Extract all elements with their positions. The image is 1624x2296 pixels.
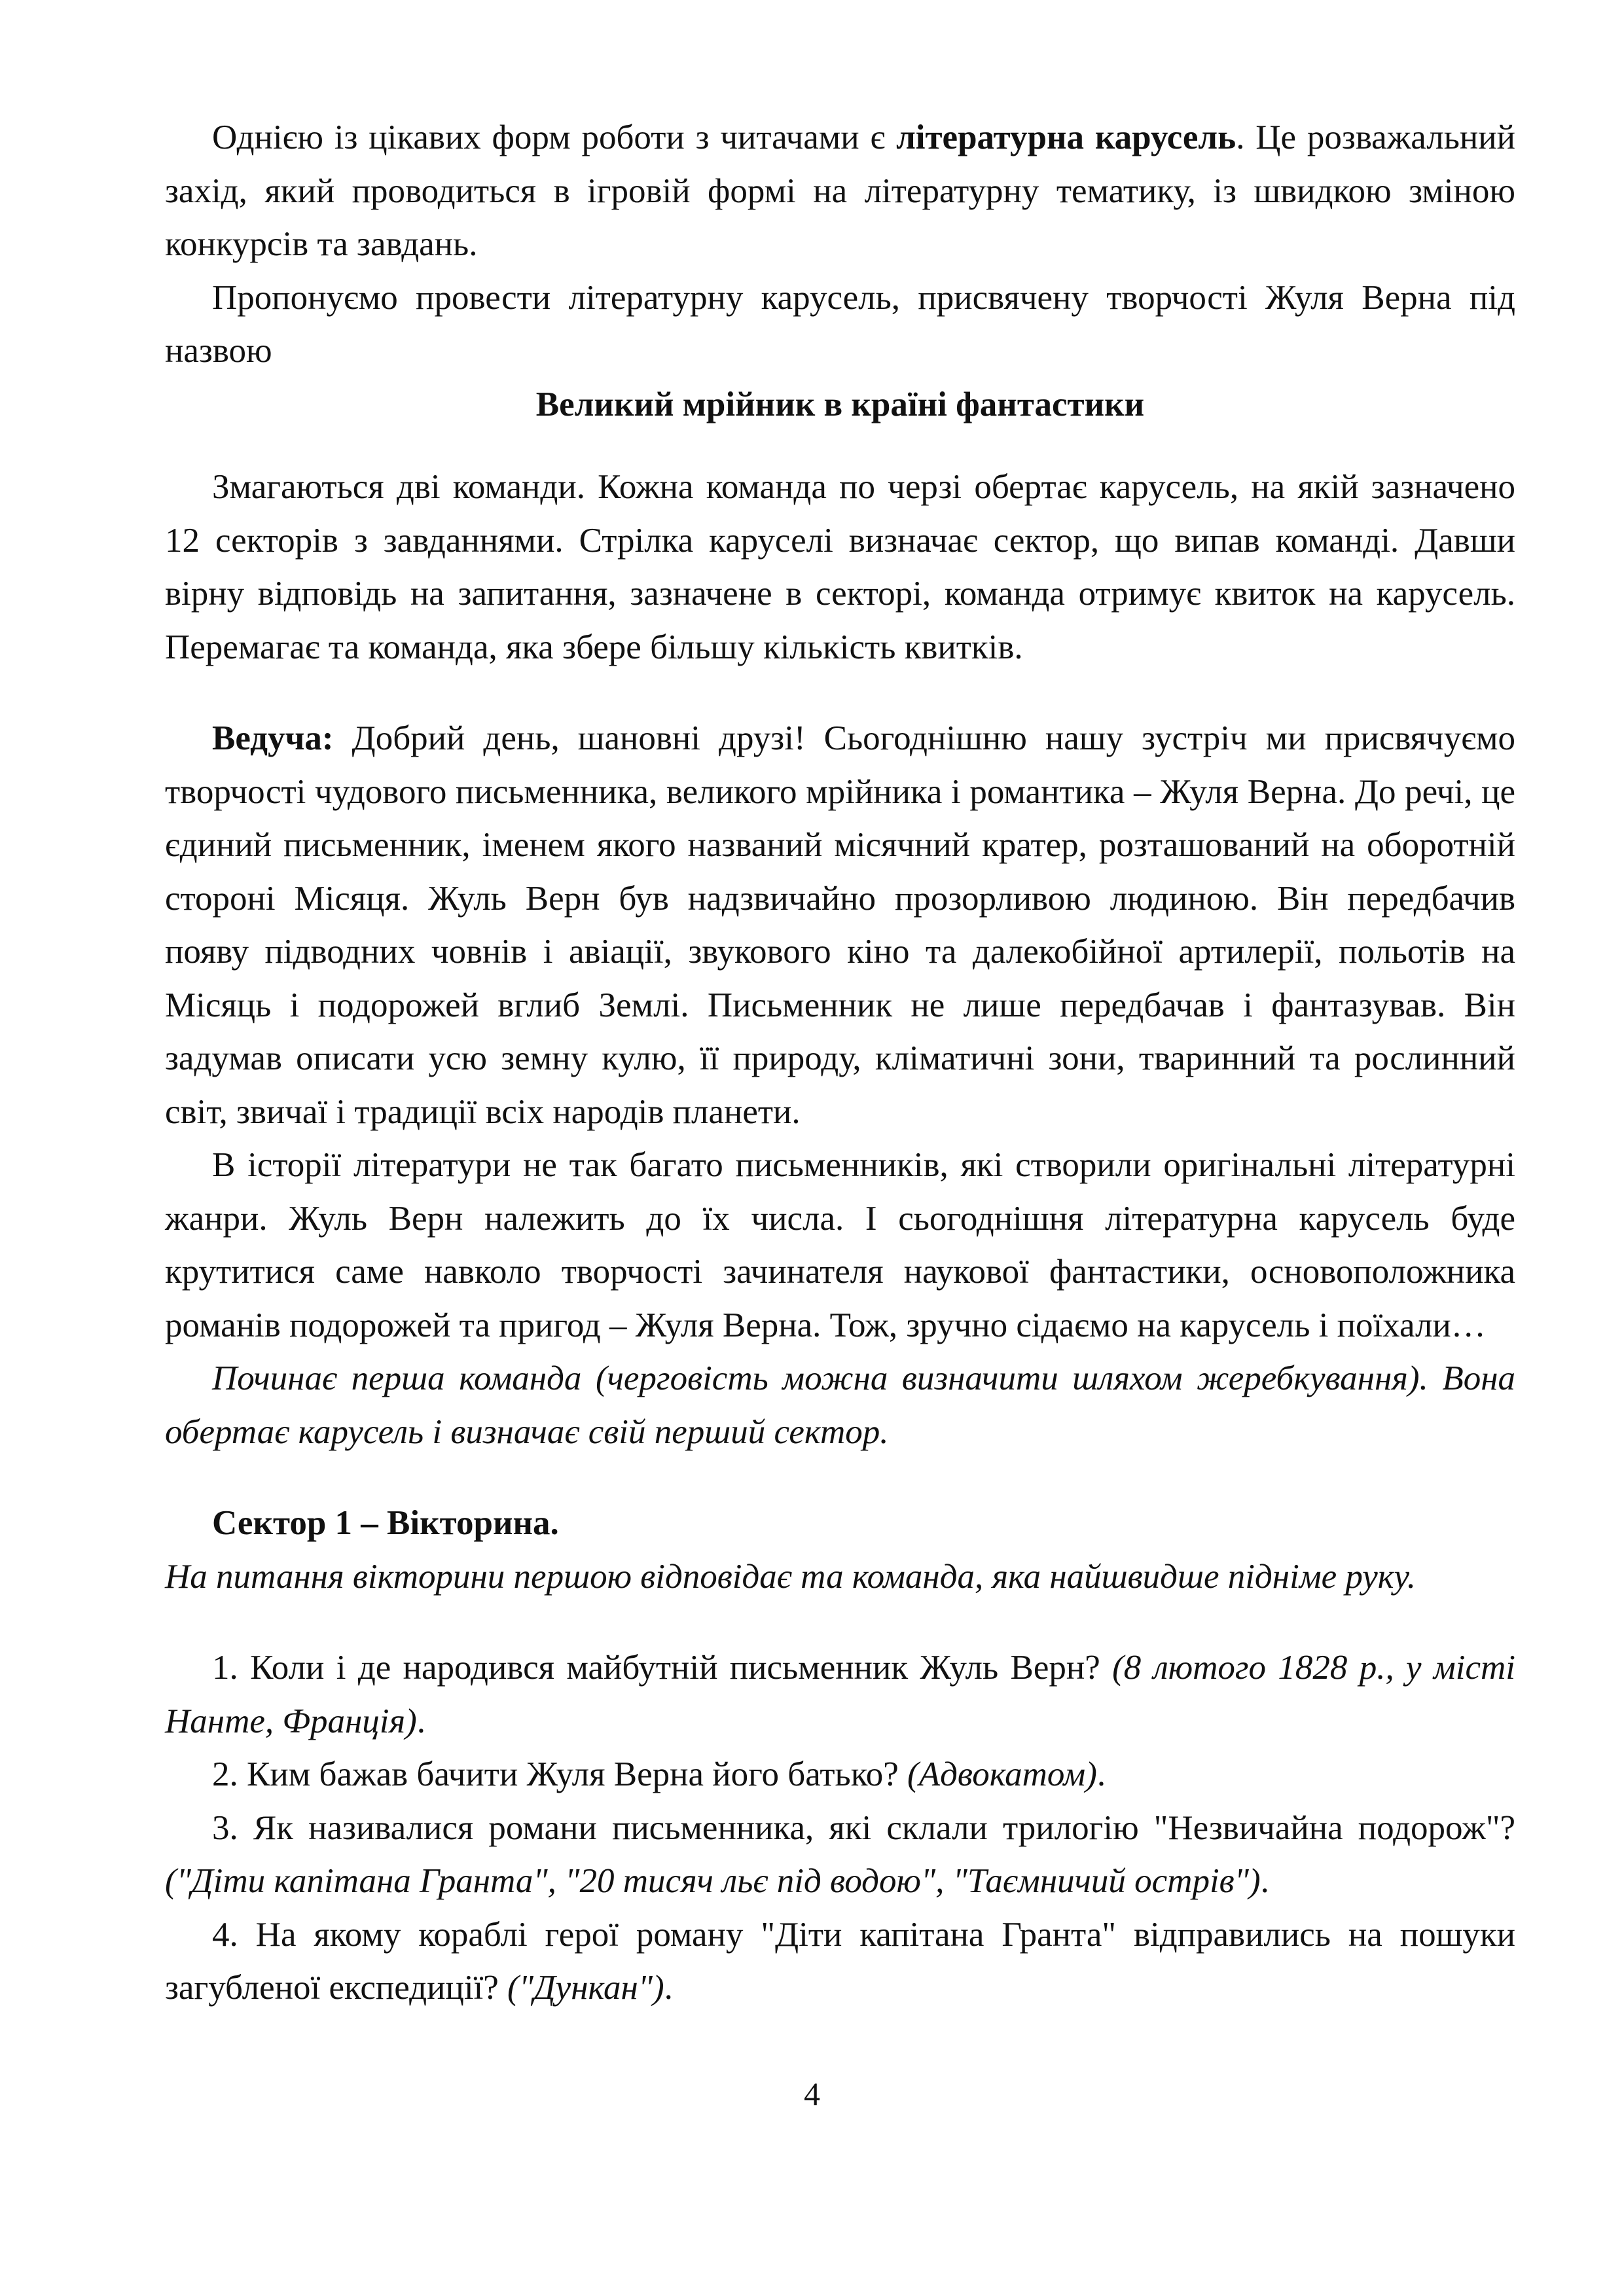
- question-text: 2. Ким бажав бачити Жуля Верна його батько?: [212, 1755, 908, 1793]
- intro-paragraph: [165, 111, 1515, 272]
- answer-text: (8 лютого 1828 р., у місті Нанте, Франція): [165, 1649, 1515, 1740]
- spacer: [165, 1459, 1515, 1497]
- rules-paragraph: Змагаються дві команди. Кожна команда по черзі обертає карусель, на якій зазначено 12 секторів з завданнями. Стрілка каруселі визначає сектор, що випав команді. Давши вірну відповідь на запитання, зазначене в секторі, команда отримує квиток на карусель. Перемагає та команда, яка збере більшу кількість квитків.: [165, 468, 1515, 666]
- host-label: Ведуча:: [212, 719, 334, 757]
- question-text: 3. Як називалися романи письменника, які склали трилогію "Незвичайна подорож"?: [212, 1808, 1515, 1847]
- host-text: Добрий день, шановні друзі! Сьогоднішню нашу зустріч ми присвячуємо творчості чудового письменника, великого мрійника і романтика – Жуля Верна. До речі, це єдиний письменник, іменем якого названий місячний кратер, розташований на оборотній стороні Місяця. Жуль Верн був надзвичайно прозорливою людиною. Він передбачив появу підводних човнів і авіації, звукового кіно та далекобійної артилерії, польотів на Місяць і подорожей вглиб Землі. Письменник не лише передбачав і фантазував. Він задумав описати усю земну кулю, її природу, кліматичні зони, тваринний та рослинний світ, звичаї і традиції всіх народів планети.: [165, 719, 1515, 1131]
- question-item: [165, 1802, 1515, 1909]
- answer-text: ("Діти капітана Гранта", "20 тисяч льє під водою", "Таємничий острів"): [165, 1862, 1261, 1900]
- answer-text: ("Дункан"): [507, 1969, 664, 2007]
- sector-instruction: На питання вікторини першою відповідає та команда, яка найшвидше підніме руку.: [165, 1557, 1416, 1596]
- intro-text-start: Однією із цікавих форм роботи з читачами є: [212, 118, 897, 156]
- sector-heading: Сектор 1 – Вікторина.: [212, 1504, 559, 1542]
- question-text: 4. На якому кораблі герої роману "Діти капітана Гранта" відправились на пошуки загубленої експедиції?: [165, 1915, 1515, 2007]
- host-paragraph: [165, 712, 1515, 1139]
- question-end: .: [1260, 1862, 1269, 1900]
- intro-bold-term: літературна карусель: [896, 118, 1236, 156]
- question-end: .: [1096, 1755, 1106, 1793]
- question-end: .: [416, 1702, 426, 1740]
- question-text: 1. Коли і де народився майбутній письменник Жуль Верн?: [212, 1649, 1113, 1687]
- proposal-paragraph: Пропонуємо провести літературну карусель, присвячену творчості Жуля Верна під назвою: [165, 278, 1515, 370]
- question-item: [165, 1748, 1515, 1802]
- question-end: .: [664, 1969, 673, 2007]
- spacer: [165, 674, 1515, 712]
- question-item: [165, 1641, 1515, 1748]
- spacer: [165, 1604, 1515, 1641]
- page-number: 4: [804, 2075, 820, 2112]
- host-paragraph-2: В історії літератури не так багато письменників, які створили оригінальні літературні жанри. Жуль Верн належить до їх числа. І сьогоднішня літературна карусель буде крутитися саме навколо творчості зачинателя наукової фантастики, основоположника романів подорожей та пригод – Жуля Верна. Тож, зручно сідаємо на карусель і поїхали…: [165, 1146, 1515, 1344]
- question-item: [165, 1909, 1515, 2015]
- intro-text-end: . Це розважальний захід, який проводиться в ігровій формі на літературну тематику, із швидкою зміною конкурсів та завдань.: [165, 118, 1516, 263]
- spacer: [165, 431, 1515, 461]
- event-title: Великий мрійник в країні фантастики: [535, 385, 1145, 423]
- answer-text: (Адвокатом): [907, 1755, 1097, 1793]
- document-page: [165, 111, 1515, 2015]
- host-stage-note: Починає перша команда (черговість можна визначити шляхом жеребкування). Вона обертає карусель і визначає свій перший сектор.: [165, 1359, 1515, 1451]
